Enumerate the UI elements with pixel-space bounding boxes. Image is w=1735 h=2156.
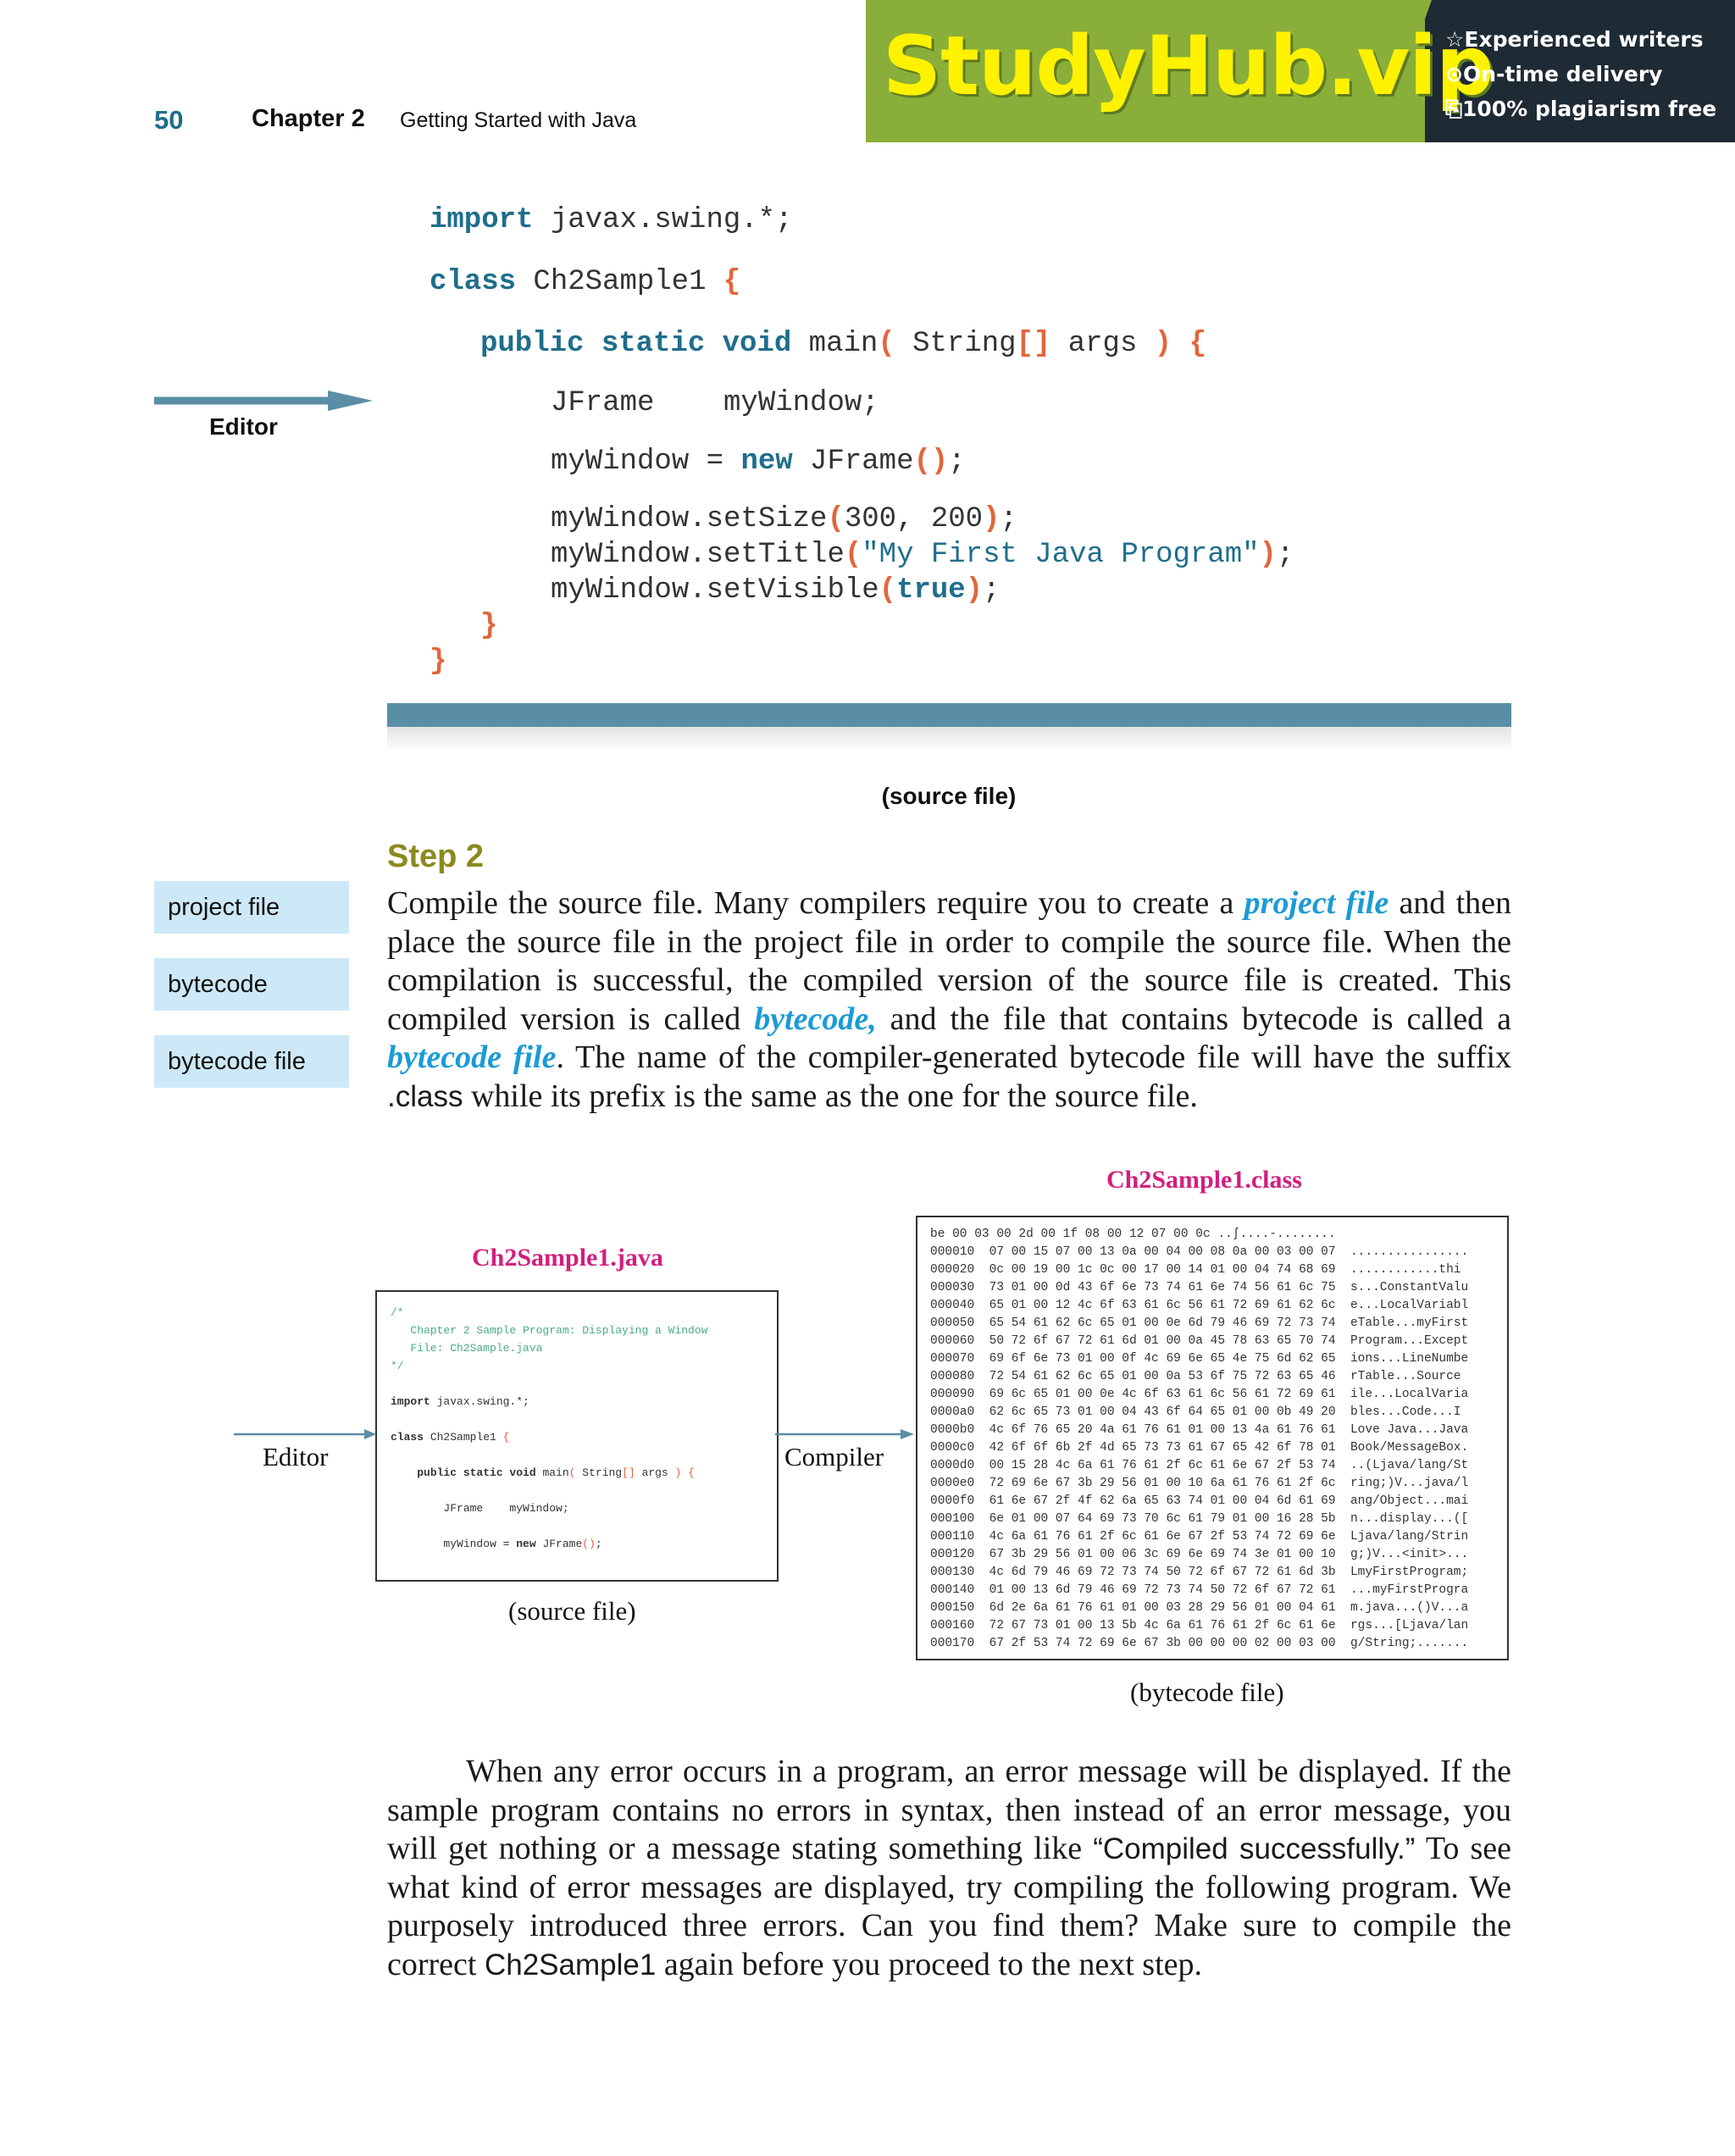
figure-editor-label: Editor	[263, 1442, 329, 1472]
editor-arrow-icon	[154, 388, 374, 413]
hex-line: 000030 73 01 00 0d 43 6f 6e 73 74 61 6e 74 56 61 6c 75 s...ConstantValu	[930, 1281, 1469, 1294]
code-line: public static void main( String[] args ) {	[480, 328, 1206, 360]
code-line: myWindow = new JFrame();	[551, 446, 966, 478]
hex-line: 000140 01 00 13 6d 79 46 69 72 73 74 50 72 6f 67 72 61 ...myFirstProgra	[930, 1583, 1469, 1597]
margin-term-bytecode: bytecode	[154, 958, 349, 1011]
code-line: }	[430, 646, 447, 678]
code-shadow	[387, 727, 1511, 752]
margin-term-bytecode-file: bytecode file	[154, 1035, 349, 1088]
source-file-code: /* Chapter 2 Sample Program: Displaying a Window File: Ch2Sample.java */ import javax.swing.*; class Ch2Sample1 { public static void main( String[] args ) { JFrame myWindow; myWindow = new JFrame();	[391, 1306, 708, 1550]
page-number: 50	[154, 105, 184, 135]
term-bytecode-file: bytecode file	[387, 1039, 557, 1075]
source-caption: (source file)	[881, 783, 1017, 809]
bytecode-file-box	[916, 1216, 1509, 1660]
closing-paragraph: When any error occurs in a program, an error message will be displayed. If the sample program contains no errors in syntax, then instead of an error message, you will get nothing or a message stating something like “Compiled successfully.” To see what kind of error messages are displayed, try compiling the following program. We purposely introduced three errors. Can you find them? Make sure to compile the correct Ch2Sample1 again before you proceed to the next step.	[387, 1754, 1511, 1982]
hex-line: be 00 03 00 2d 00 1f 08 00 12 07 00 0c ..ʃ....-........	[930, 1228, 1336, 1241]
ad-feature-delivery: ⊙On-time delivery	[1445, 62, 1663, 86]
step-title: Step 2	[387, 839, 485, 874]
code-listing: import javax.swing.*;	[430, 204, 793, 236]
java-file-title: Ch2Sample1.java	[472, 1244, 663, 1272]
hex-line: 000040 65 01 00 12 4c 6f 63 61 6c 56 61 72 69 61 62 6c e...LocalVariabl	[930, 1299, 1469, 1312]
hex-line: 0000f0 61 6e 67 2f 4f 62 6a 65 63 74 01 00 04 6d 61 69 ang/Object...mai	[930, 1494, 1469, 1508]
figure-editor-arrow-icon	[234, 1427, 378, 1441]
hex-line: 000100 6e 01 00 07 64 69 73 70 6c 61 79 01 00 16 28 5b n...display...([	[930, 1512, 1469, 1526]
hex-line: 000170 67 2f 53 74 72 69 6e 67 3b 00 00 00 02 00 03 00 g/String;.......	[930, 1637, 1469, 1650]
code-line: JFrame myWindow;	[551, 387, 879, 419]
term-project-file: project file	[1244, 885, 1389, 921]
code-line: }	[480, 610, 498, 642]
ad-features	[1445, 22, 1716, 126]
ad-feature-writers: ☆Experienced writers	[1445, 27, 1704, 52]
code-line: myWindow.setTitle("My First Java Program");	[551, 539, 1294, 571]
chapter-number: Chapter 2	[252, 105, 365, 132]
code-bar	[387, 703, 1511, 727]
code-line: class Ch2Sample1 {	[430, 266, 741, 298]
compiler-arrow-icon	[775, 1427, 916, 1441]
hex-line: 000020 0c 00 19 00 1c 0c 00 17 00 14 01 00 04 74 68 69 ............thi	[930, 1263, 1461, 1277]
hex-line: 000070 69 6f 6e 73 01 00 0f 4c 69 6e 65 4e 75 6d 62 65 ions...LineNumbe	[930, 1352, 1469, 1366]
hex-line: 000090 69 6c 65 01 00 0e 4c 6f 63 61 6c 56 61 72 69 61 ile...LocalVaria	[930, 1388, 1469, 1401]
term-bytecode: bytecode,	[754, 1000, 877, 1037]
hex-line: 000120 67 3b 29 56 01 00 06 3c 69 6e 69 74 3e 01 00 10 g;)V...<init>...	[930, 1548, 1469, 1561]
code-line: myWindow.setSize(300, 200);	[551, 503, 1017, 535]
hex-line: 000130 4c 6d 79 46 69 72 73 74 50 72 6f 67 72 61 6d 3b LmyFirstProgram;	[930, 1566, 1469, 1579]
hex-line: 000160 72 67 73 01 00 13 5b 4c 6a 61 76 61 2f 6c 61 6e rgs...[Ljava/lan	[930, 1619, 1469, 1632]
ad-feature-plagiarism: ⎘100% plagiarism free	[1445, 97, 1717, 121]
chapter-title: Getting Started with Java	[400, 108, 637, 132]
hex-line: 0000b0 4c 6f 76 65 20 4a 61 76 61 01 00 13 4a 61 76 61 Love Java...Java	[930, 1423, 1469, 1437]
step2-paragraph: Compile the source file. Many compilers require you to create a project file and then place the source file in the project file in order to compile the source file. When the compilation is successful, the compiled version of the source file is created. This compiled version is called bytecode, and the file that contains bytecode is called a bytecode file. The name of the compiler-generated bytecode file will have the suffix .class while its prefix is the same as the one for the source file.	[387, 885, 1511, 1114]
hex-line: 0000e0 72 69 6e 67 3b 29 56 01 00 10 6a 61 76 61 2f 6c ring;)V...java/l	[930, 1477, 1469, 1490]
hex-line: 000050 65 54 61 62 6c 65 01 00 0e 6d 79 46 69 72 73 74 eTable...myFirst	[930, 1316, 1469, 1330]
compiler-label: Compiler	[784, 1442, 884, 1472]
source-file-label: (source file)	[508, 1596, 636, 1626]
hex-dump	[930, 1226, 1468, 1653]
hex-line: 000110 4c 6a 61 76 61 2f 6c 61 6e 67 2f 53 74 72 69 6e Ljava/lang/Strin	[930, 1530, 1469, 1544]
bytecode-file-label: (bytecode file)	[1130, 1677, 1284, 1707]
hex-line: 0000c0 42 6f 6f 6b 2f 4d 65 73 73 61 67 65 42 6f 78 01 Book/MessageBox.	[930, 1441, 1469, 1455]
margin-term-project-file: project file	[154, 881, 349, 934]
hex-line: 000150 6d 2e 6a 61 76 61 01 00 03 28 29 56 01 00 04 61 m.java...()V...a	[930, 1601, 1469, 1615]
class-file-title: Ch2Sample1.class	[1106, 1166, 1302, 1194]
editor-label: Editor	[209, 413, 278, 440]
hex-line: 0000d0 00 15 28 4c 6a 61 76 61 2f 6c 61 6e 67 2f 53 74 ..(Ljava/lang/St	[930, 1459, 1469, 1472]
ad-logo[interactable]: StudyHub.vip	[883, 19, 1494, 114]
hex-line: 000010 07 00 15 07 00 13 0a 00 04 00 08 0a 00 03 00 07 ................	[930, 1245, 1469, 1259]
hex-line: 000060 50 72 6f 67 72 61 6d 01 00 0a 45 78 63 65 70 74 Program...Except	[930, 1334, 1469, 1348]
hex-line: 000080 72 54 61 62 6c 65 01 00 0a 53 6f 75 72 63 65 46 rTable...Source	[930, 1370, 1461, 1383]
hex-line: 0000a0 62 6c 65 73 01 00 04 43 6f 64 65 01 00 0b 49 20 bles...Code...I	[930, 1405, 1461, 1419]
code-line: myWindow.setVisible(true);	[551, 574, 1001, 607]
source-file-box	[375, 1290, 779, 1582]
